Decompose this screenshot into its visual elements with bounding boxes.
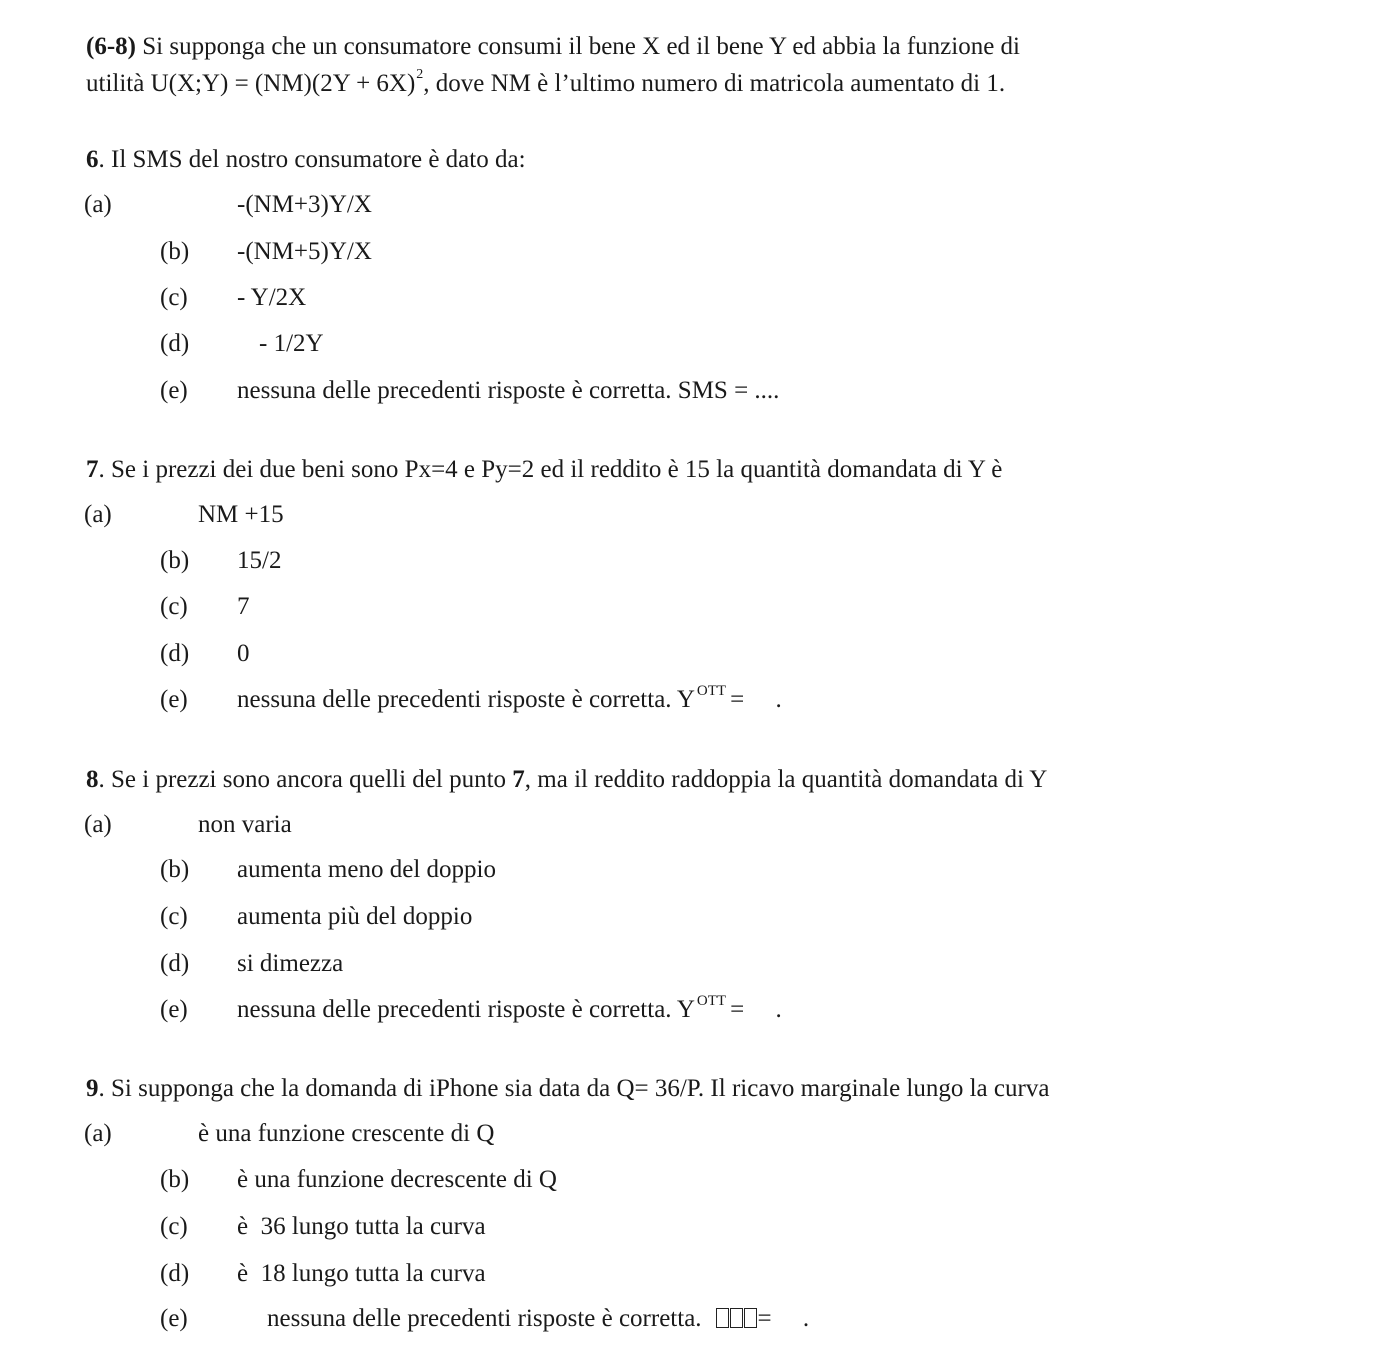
missing-glyph-boxes: [716, 1306, 758, 1331]
q6-option-c-letter: (c): [160, 284, 188, 311]
q6-option-e-letter: (e): [160, 377, 188, 404]
q9-option-a-letter: (a): [84, 1120, 112, 1147]
q8-option-c-letter: (c): [160, 903, 188, 930]
q8-option-e-letter: (e): [160, 996, 188, 1023]
q6-option-a-text: -(NM+3)Y/X: [237, 191, 372, 218]
q6-option-e-text: nessuna delle precedenti risposte è corretta. SMS = ....: [237, 377, 780, 404]
q6-option-b-text: -(NM+5)Y/X: [237, 238, 372, 265]
question-9: [86, 1076, 1049, 1101]
q7-option-d-letter: (d): [160, 640, 190, 667]
q8-ott-superscript: OTT: [696, 993, 727, 1009]
q6-option-b-letter: (b): [160, 238, 190, 265]
q7-option-d-text: 0: [237, 640, 250, 667]
question-8-text-b: , ma il reddito raddoppia la quantità domandata di Y: [524, 766, 1048, 793]
q7-option-b-text: 15/2: [237, 547, 282, 574]
q6-option-d-text: - 1/2Y: [259, 330, 324, 357]
question-8-text-a: . Se i prezzi sono ancora quelli del punto: [98, 766, 513, 793]
q7-option-e-text: [237, 683, 782, 713]
intro-text-2: , dove NM è l’ultimo numero di matricola aumentato di 1.: [423, 70, 1006, 97]
q8-option-a-text: non varia: [198, 811, 292, 838]
q9-option-b-letter: (b): [160, 1166, 190, 1193]
q7-ott-superscript: OTT: [696, 683, 727, 699]
q9-option-b-text: è una funzione decrescente di Q: [237, 1166, 557, 1193]
q7-option-c-text: 7: [237, 593, 250, 620]
question-9-number: 9: [86, 1075, 99, 1102]
question-6-text: . Il SMS del nostro consumatore è dato da:: [98, 146, 526, 173]
utility-function: utilità U(X;Y) = (NM)(2Y + 6X): [86, 70, 416, 97]
q8-option-a-letter: (a): [84, 811, 112, 838]
q9-option-d-text: è 18 lungo tutta la curva: [237, 1260, 486, 1287]
q6-option-d-letter: (d): [160, 330, 190, 357]
q7-option-b-letter: (b): [160, 547, 190, 574]
intro-line-1: [86, 34, 1020, 59]
question-7-text: . Se i prezzi dei due beni sono Px=4 e Py=2 ed il reddito è 15 la quantità domandata di Y è: [98, 456, 1003, 483]
q7-option-e-main: nessuna delle precedenti risposte è corretta. Y: [237, 686, 695, 713]
question-9-text: . Si supponga che la domanda di iPhone sia data da Q= 36/P. Il ricavo marginale lungo la curva: [98, 1075, 1050, 1102]
q8-option-e-tail: = .: [730, 996, 782, 1023]
q9-option-c-text: è 36 lungo tutta la curva: [237, 1213, 486, 1240]
question-8-number: 8: [86, 766, 99, 793]
q7-option-a-letter: (a): [84, 501, 112, 528]
q9-option-e-text: [267, 1306, 809, 1331]
question-8: [86, 767, 1047, 792]
missing-glyph-box: [744, 1308, 757, 1328]
q6-option-c-text: - Y/2X: [237, 284, 307, 311]
q9-option-e-letter: (e): [160, 1305, 188, 1332]
question-7-number: 7: [86, 456, 99, 483]
q8-option-e-main: nessuna delle precedenti risposte è corretta. Y: [237, 996, 695, 1023]
q8-option-b-text: aumenta meno del doppio: [237, 856, 496, 883]
question-6: [86, 147, 526, 172]
q9-option-e-main: nessuna delle precedenti risposte è corretta.: [267, 1305, 702, 1332]
q8-option-b-letter: (b): [160, 856, 190, 883]
intro-text-1: Si supponga che un consumatore consumi il bene X ed il bene Y ed abbia la funzione di: [135, 33, 1021, 60]
q8-option-c-text: aumenta più del doppio: [237, 903, 473, 930]
q6-option-a-letter: (a): [84, 191, 112, 218]
missing-glyph-box: [716, 1308, 729, 1328]
q9-option-a-text: è una funzione crescente di Q: [198, 1120, 495, 1147]
intro-line-2: [86, 67, 1006, 97]
missing-glyph-box: [730, 1308, 743, 1328]
question-6-number: 6: [86, 146, 99, 173]
q7-option-c-letter: (c): [160, 593, 188, 620]
q7-option-e-tail: = .: [730, 686, 782, 713]
q8-option-d-letter: (d): [160, 950, 190, 977]
question-8-ref-number: 7: [512, 766, 525, 793]
q8-option-e-text: [237, 993, 782, 1023]
q9-option-d-letter: (d): [160, 1260, 190, 1287]
q8-option-d-text: si dimezza: [237, 950, 344, 977]
q9-option-e-tail: = .: [757, 1305, 810, 1332]
utility-exponent: 2: [416, 67, 424, 82]
q7-option-e-letter: (e): [160, 686, 188, 713]
q7-option-a-text: NM +15: [198, 501, 284, 528]
intro-label: (6-8): [86, 33, 136, 60]
q9-option-c-letter: (c): [160, 1213, 188, 1240]
question-7: [86, 457, 1002, 482]
